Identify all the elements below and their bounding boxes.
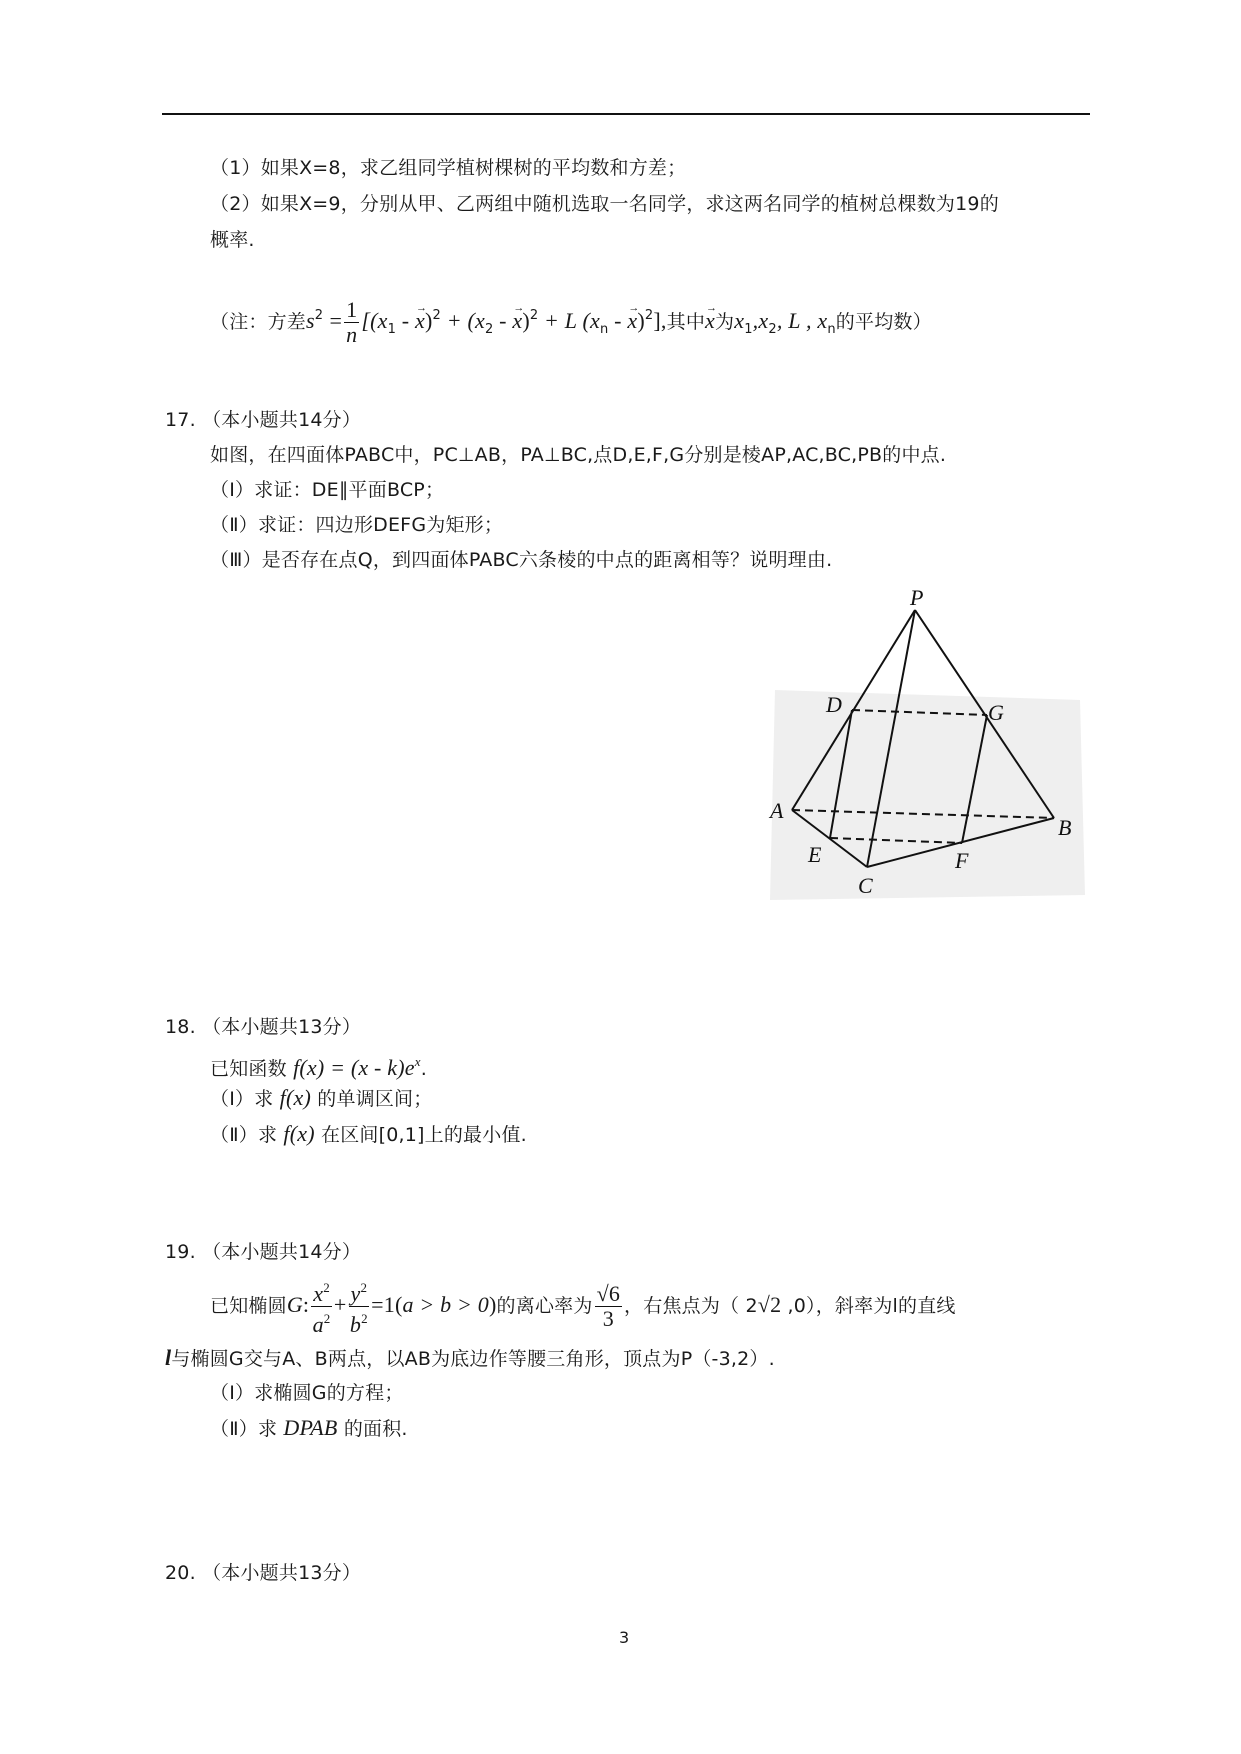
q18-stem: 已知函数 $f(x) = (x - k)e^x$.: [210, 1054, 427, 1080]
tetrahedron-figure: [760, 585, 1090, 905]
label-A: A: [770, 798, 784, 823]
q20-points: （本小题共13分）: [202, 1562, 362, 1584]
q20-header: [165, 1561, 361, 1585]
fraction-sqrt6-over-3: $\frac{√6}{3}$: [596, 1281, 621, 1331]
q18-part1: （Ⅰ）求 f(x) 的单调区间；: [210, 1085, 433, 1110]
variance-note: （注：方差$s^2$ = $\frac{1}{n}$ [($x_1$ - → $x)^2 + (x_2$ - → x)$^2$ + L ($x_n$ - → x)$^2$],其中→ x为$x_1,x_2$, L , $x_n$的平均数）: [210, 292, 932, 354]
label-C: C: [858, 873, 873, 898]
q17-number: 17.: [165, 409, 196, 431]
fraction-1-over-n: $\frac{1}{n}$: [346, 297, 358, 347]
q17-part1: （Ⅰ）求证：DE∥平面BCP；: [210, 479, 445, 501]
label-P: P: [910, 585, 924, 610]
q19-stem: 已知椭圆G: $\frac{x^2}{a^2}$ + $\frac{y^2}{b^2}$ =1(a > b > 0)的离心率为 $\frac{√6}{3}$ ，右焦点为（ 2√2 ,0），斜率为l的直线: [210, 1276, 956, 1337]
q19-part2: （Ⅱ）求 DPAB 的面积.: [210, 1415, 408, 1440]
q17-header: [165, 408, 361, 432]
label-E: E: [808, 842, 822, 867]
q17-points: （本小题共14分）: [202, 409, 362, 431]
fraction-y2-b2: $\frac{y^2}{b^2}$: [349, 1276, 370, 1337]
q20-number: 20.: [165, 1562, 196, 1584]
q18-number: 18.: [165, 1016, 196, 1038]
q19-part1: （Ⅰ）求椭圆G的方程；: [210, 1382, 404, 1404]
q17-stem: 如图，在四面体PABC中，PC⊥AB，PA⊥BC,点D,E,F,G分别是棱AP,AC,BC,PB的中点.: [210, 444, 947, 466]
label-G: G: [988, 700, 1004, 725]
q19-number: 19.: [165, 1241, 196, 1263]
q19-header: [165, 1240, 361, 1264]
page-number: 3: [619, 1628, 630, 1647]
mean-x-bar: → x: [415, 297, 425, 345]
q19-stem-cont: l与椭圆G交与A、B两点，以AB为底边作等腰三角形，顶点为P（-3,2）.: [165, 1345, 775, 1370]
q19-points: （本小题共14分）: [202, 1241, 362, 1263]
fraction-x2-a2: $\frac{x^2}{a^2}$: [311, 1276, 332, 1337]
q17-part3: （Ⅲ）是否存在点Q，到四面体PABC六条棱的中点的距离相等？说明理由.: [210, 549, 833, 571]
q18-header: [165, 1015, 361, 1039]
q17-part2: （Ⅱ）求证：四边形DEFG为矩形；: [210, 514, 504, 536]
q16-part1: （1）如果X=8，求乙组同学植树棵树的平均数和方差；: [210, 157, 687, 179]
header-rule: [162, 113, 1090, 115]
q16-part2-cont: 概率.: [210, 229, 255, 251]
q18-points: （本小题共13分）: [202, 1016, 362, 1038]
q16-part2: （2）如果X=9，分别从甲、乙两组中随机选取一名同学，求这两名同学的植树总棵数为19的: [210, 193, 999, 215]
label-F: F: [955, 848, 969, 873]
q18-part2: （Ⅱ）求 f(x) 在区间[0,1]上的最小值.: [210, 1121, 527, 1146]
label-D: D: [826, 692, 842, 717]
label-B: B: [1058, 815, 1072, 840]
